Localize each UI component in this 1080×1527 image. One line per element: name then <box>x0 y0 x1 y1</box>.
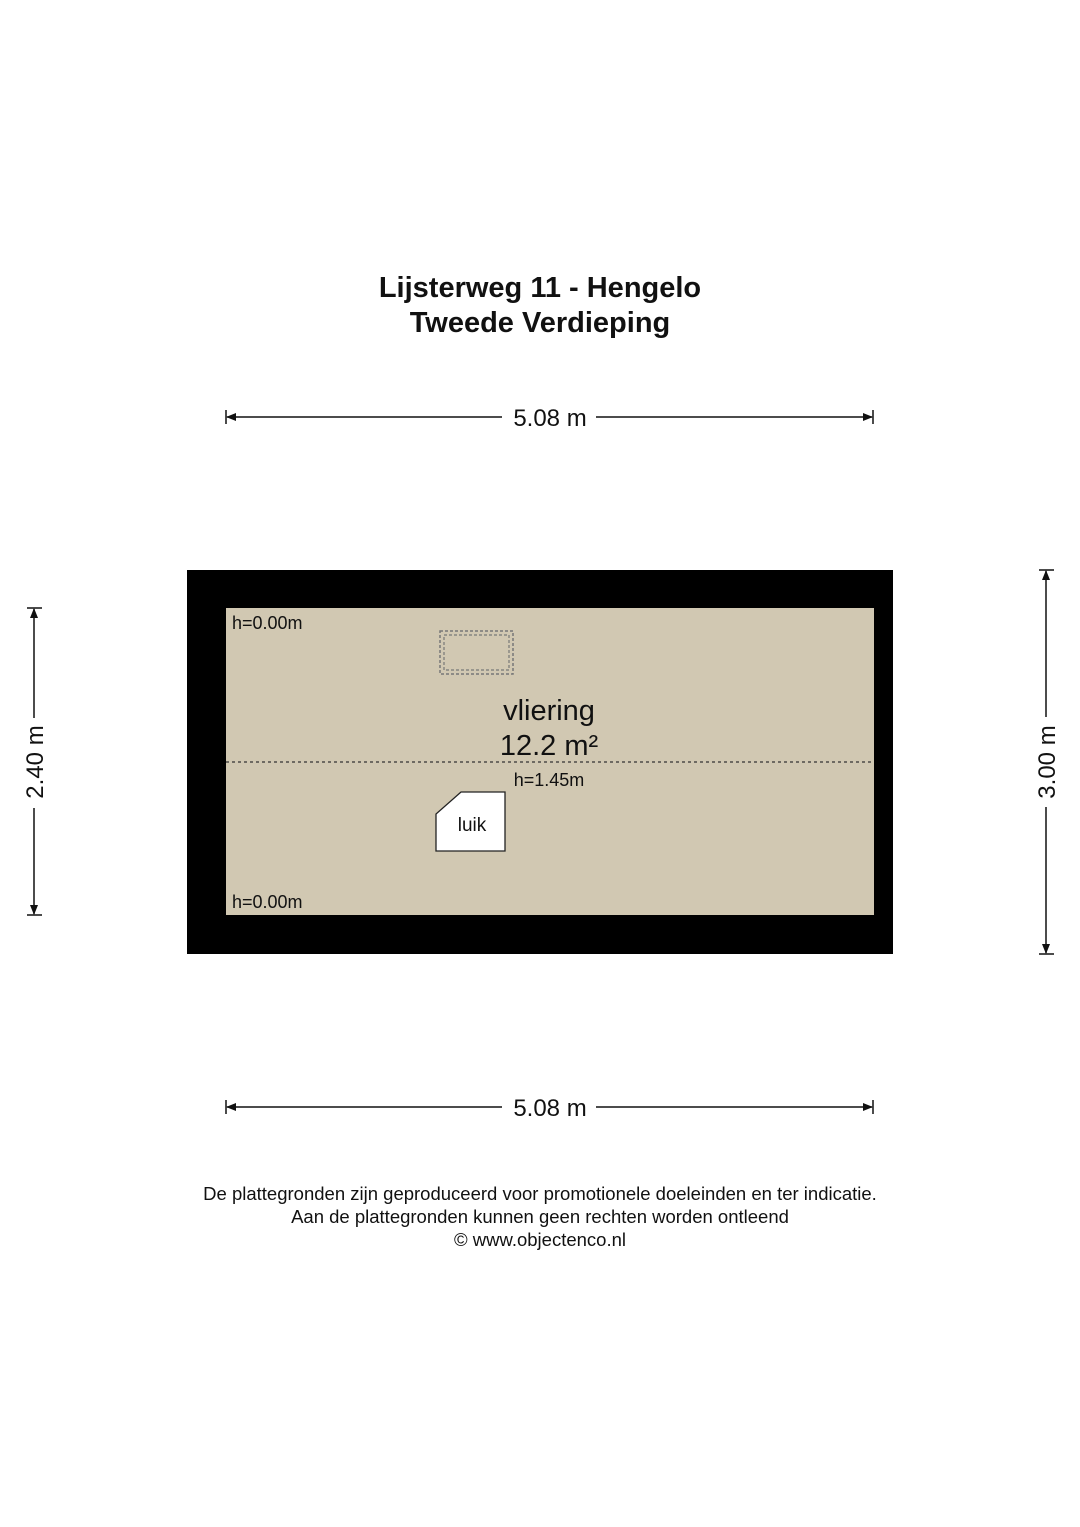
disclaimer-line-2: Aan de plattegronden kunnen geen rechten worden ontleend <box>291 1206 789 1227</box>
room-area: 12.2 m² <box>499 730 599 762</box>
top-dimension-label: 5.08 m <box>513 405 587 432</box>
room-name: vliering <box>503 695 595 727</box>
right-dimension-label: 3.00 m <box>1034 725 1061 799</box>
copyright-line: © www.objectenco.nl <box>454 1229 626 1250</box>
bottom-dimension-line <box>226 1095 873 1122</box>
hatch-label: luik <box>457 815 487 836</box>
right-dimension-line <box>1034 570 1061 954</box>
left-dimension-label: 2.40 m <box>22 725 49 799</box>
bottom-dimension-label: 5.08 m <box>513 1095 587 1122</box>
height-label-middle: h=1.45m <box>513 770 585 790</box>
height-label-top: h=0.00m <box>232 613 303 633</box>
plan-title: Lijsterweg 11 - Hengelo <box>378 272 702 304</box>
floor-name: Tweede Verdieping <box>409 307 671 339</box>
disclaimer-line-1: De plattegronden zijn geproduceerd voor promotionele doeleinden en ter indicatie. <box>203 1183 877 1204</box>
top-dimension-line <box>226 405 873 432</box>
height-label-bottom: h=0.00m <box>232 892 303 912</box>
left-dimension-line <box>22 608 49 915</box>
